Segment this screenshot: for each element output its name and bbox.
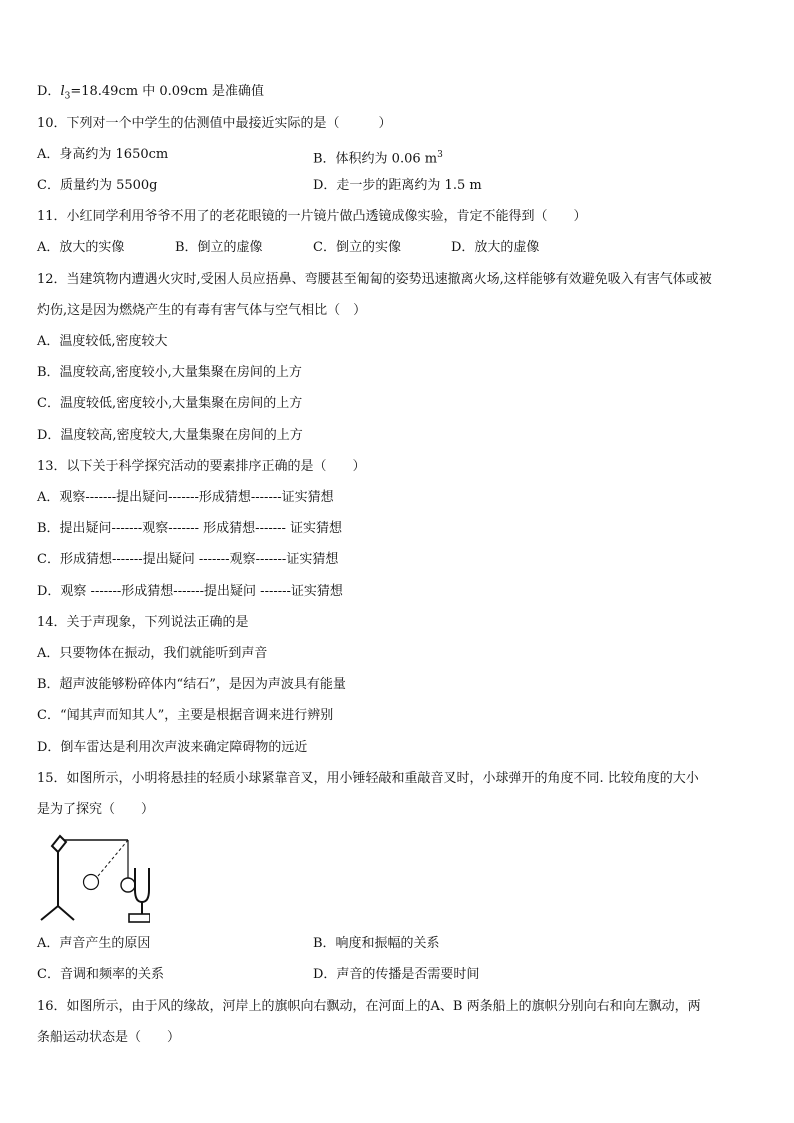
q14-option-d: D．倒车雷达是利用次声波来确定障碍物的远近: [37, 740, 308, 755]
q14-stem: 14．关于声现象，下列说法正确的是: [37, 615, 249, 630]
q10-option-c: C．质量约为 5500g: [37, 178, 158, 193]
q14-option-a: A．只要物体在振动，我们就能听到声音: [37, 646, 268, 661]
q12-option-d: D．温度较高,密度较大,大量集聚在房间的上方: [37, 428, 303, 443]
pendulum-ball: [121, 878, 135, 892]
q11-option-c: C．倒立的实像: [313, 240, 401, 255]
q11-option-d: D．放大的虚像: [451, 240, 540, 255]
q12-option-c: C．温度较低,密度较小,大量集聚在房间的上方: [37, 396, 303, 411]
tuning-fork: [135, 868, 149, 902]
stand-clamp: [52, 836, 66, 852]
q15-option-b: B．响度和振幅的关系: [313, 936, 440, 951]
q13-option-a: A．观察-------提出疑问-------形成猜想-------证实猜想: [37, 490, 334, 505]
q11-stem: 11．小红同学利用爷爷不用了的老花眼镜的一片镜片做凸透镜成像实验，肯定不能得到（ ）: [37, 209, 587, 224]
q12-option-b: B．温度较高,密度较小,大量集聚在房间的上方: [37, 365, 302, 380]
tuning-fork-base: [129, 914, 150, 922]
q15-option-c: C．音调和频率的关系: [37, 967, 164, 982]
q15-option-d: D．声音的传播是否需要时间: [313, 967, 480, 982]
q15-stem-line2: 是为了探究（ ）: [37, 802, 155, 817]
q10-option-b-superscript: 3: [437, 150, 443, 160]
q10-option-a: A．身高约为 1650cm: [37, 147, 169, 162]
q10-stem: 10．下列对一个中学生的估测值中最接近实际的是（ ）: [37, 116, 392, 131]
q9-option-d: [37, 83, 264, 106]
q11-options: [37, 239, 539, 257]
q11-option-b: B．倒立的虚像: [175, 240, 263, 255]
q9-option-d-prefix: D．: [37, 84, 61, 99]
q15-option-a: A．声音产生的原因: [37, 936, 151, 951]
q13-option-d: D．观察 -------形成猜想-------提出疑问 -------证实猜想: [37, 584, 343, 599]
q9-option-d-text: =18.49cm 中 0.09cm 是准确值: [70, 84, 265, 99]
q16-stem-line1: 16．如图所示，由于风的缘故，河岸上的旗帜向右飘动，在河面上的A、B 两条船上的旗帜分别向右和向左飘动，两: [37, 999, 701, 1014]
q13-option-c: C．形成猜想-------提出疑问 -------观察-------证实猜想: [37, 552, 339, 567]
swing-ball-outline: [84, 875, 99, 890]
q12-stem-line1: 12．当建筑物内遭遇火灾时,受困人员应捂鼻、弯腰甚至匍匐的姿势迅速撤离火场,这样能够有效避免吸入有害气体或被: [37, 272, 712, 287]
q10-option-b: [313, 146, 443, 168]
q15-stem-line1: 15．如图所示，小明将悬挂的轻质小球紧靠音叉，用小锤轻敲和重敲音叉时，小球弹开的角度不同. 比较角度的大小: [37, 771, 699, 786]
q9-option-d-subscript: 3: [64, 91, 71, 102]
q11-option-a: A．放大的实像: [37, 240, 125, 255]
swing-path-string: [98, 840, 128, 876]
q13-stem: 13．以下关于科学探究活动的要素排序正确的是（ ）: [37, 459, 366, 474]
stand-base: [41, 906, 74, 920]
q12-option-a: A．温度较低,密度较大: [37, 334, 168, 349]
tuning-fork-pendulum-figure: [38, 828, 150, 928]
q16-stem-line2: 条船运动状态是（ ）: [37, 1030, 181, 1045]
q12-stem-line2: 灼伤,这是因为燃烧产生的有毒有害气体与空气相比（ ）: [37, 303, 367, 318]
q13-option-b: B．提出疑问-------观察------- 形成猜想------- 证实猜想: [37, 521, 343, 536]
q14-option-b: B．超声波能够粉碎体内“结石”，是因为声波具有能量: [37, 677, 346, 692]
q10-option-b-text: B．体积约为 0.06 m: [313, 151, 438, 167]
q14-option-c: C．“闻其声而知其人”，主要是根据音调来进行辨别: [37, 708, 334, 723]
q9-option-d-variable: l: [60, 84, 65, 99]
q10-option-d: D．走一步的距离约为 1.5 m: [313, 178, 482, 193]
